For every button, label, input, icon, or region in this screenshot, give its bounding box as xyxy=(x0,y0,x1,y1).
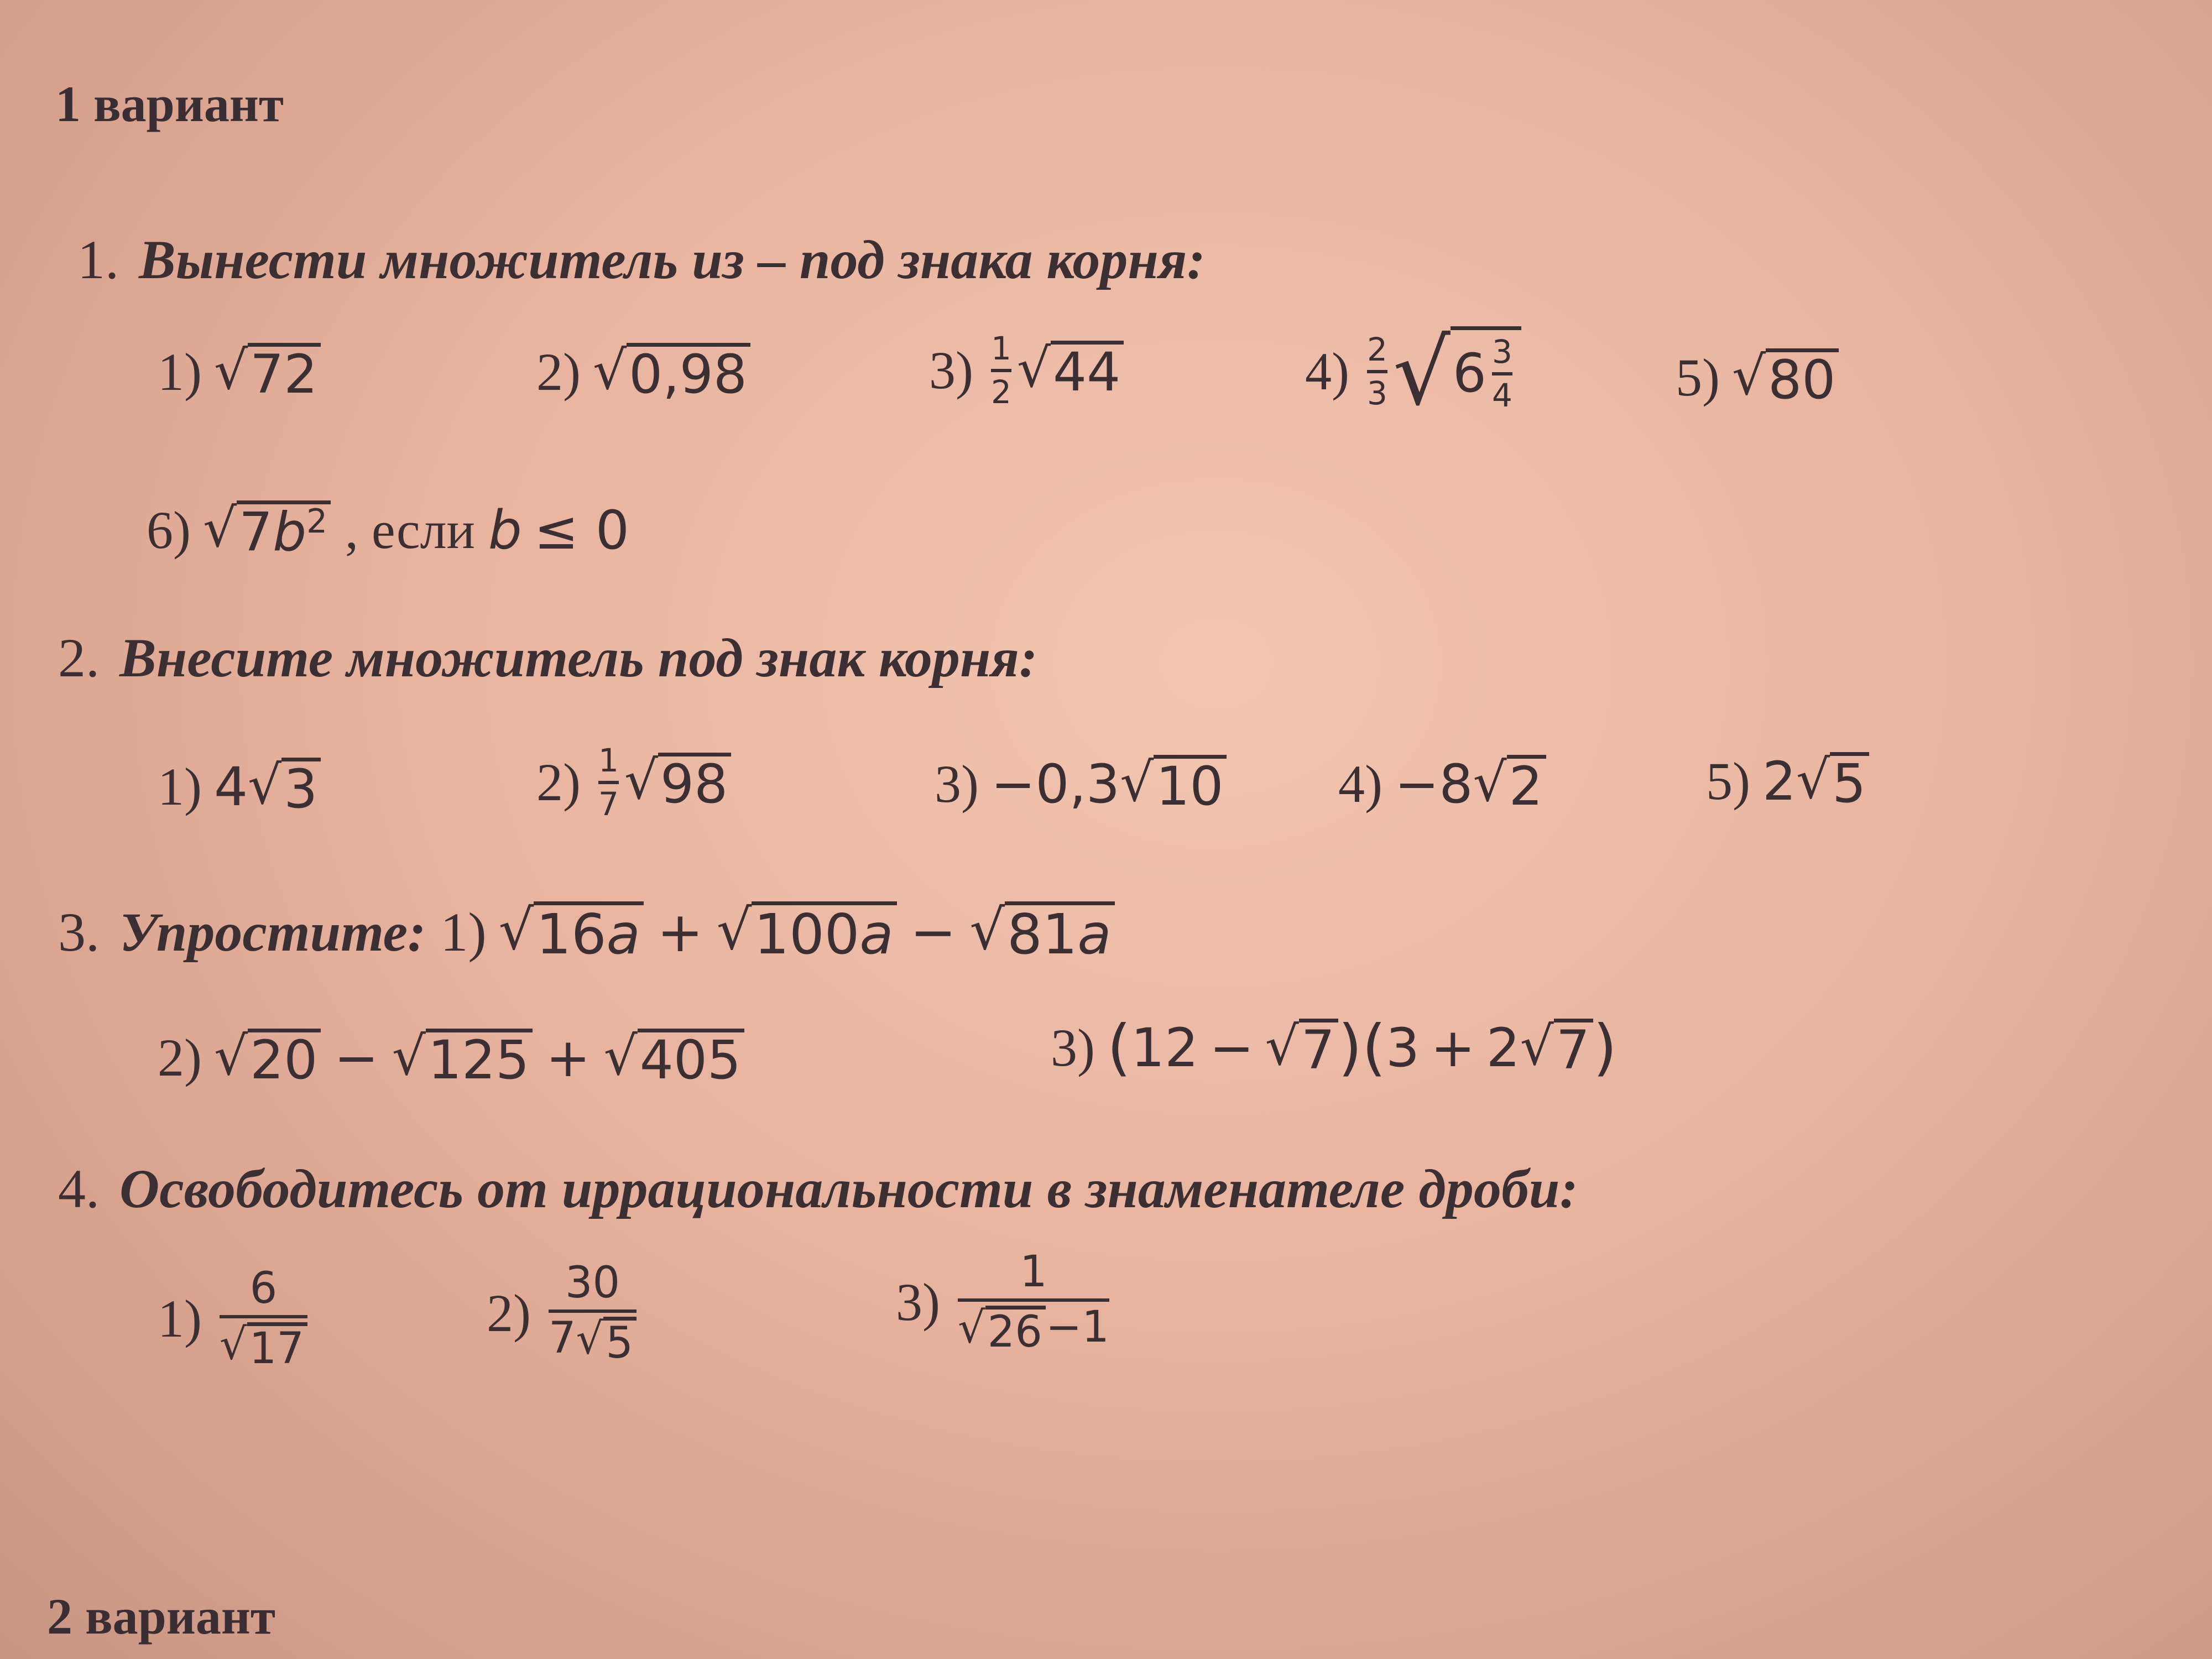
task-1-item-1 xyxy=(158,339,321,405)
task-2-item-3 xyxy=(935,751,1227,817)
denominator: 2 xyxy=(990,373,1011,411)
numerator: 1 xyxy=(1020,1247,1047,1297)
item-index: 2) xyxy=(536,752,581,812)
radicand-variable: b xyxy=(273,501,307,564)
square-root: √ 7 xyxy=(1265,1019,1338,1078)
radicand: 80 xyxy=(1766,348,1839,408)
coefficient: −8 xyxy=(1394,753,1473,816)
radicand: 100 xyxy=(754,902,860,967)
fraction xyxy=(219,1264,307,1374)
operator: − xyxy=(1209,1017,1254,1079)
square-root: √ 5 xyxy=(576,1317,637,1366)
item-index: 4) xyxy=(1338,754,1383,814)
operator: + xyxy=(546,1027,591,1089)
radicand: 125 xyxy=(426,1029,533,1088)
radicand: 81 xyxy=(1007,902,1078,967)
item-index: 3) xyxy=(929,340,973,400)
radicand: 3 xyxy=(281,758,321,817)
radicand: 20 xyxy=(248,1029,321,1088)
task-1-item-3 xyxy=(929,332,1124,409)
square-root: √ 44 xyxy=(1017,341,1124,400)
square-root: √ 17 xyxy=(220,1322,307,1371)
task-4-item-2 xyxy=(487,1258,642,1368)
square-root: √ 98 xyxy=(624,753,731,812)
numerator: 30 xyxy=(565,1258,620,1308)
item-index: 5) xyxy=(1676,348,1720,408)
task-4-item-1 xyxy=(158,1264,313,1374)
operator: + xyxy=(656,899,703,964)
coefficient: 2 xyxy=(1762,750,1797,813)
task-2-heading xyxy=(58,627,1038,688)
task-1-item-5 xyxy=(1676,345,1839,411)
radicand: 5 xyxy=(603,1317,637,1366)
denominator: 7 xyxy=(598,785,619,823)
item-index: 1) xyxy=(158,1288,202,1348)
numerator: 3 xyxy=(1491,333,1512,371)
radicand-coefficient: 7 xyxy=(239,501,273,564)
task-2-item-4 xyxy=(1338,751,1546,817)
radicand: 5 xyxy=(1830,752,1869,811)
task-1-item-6 xyxy=(147,497,629,564)
task-4-number: 4. xyxy=(58,1158,100,1219)
square-root: √ 72 xyxy=(214,343,321,402)
item-index: 2) xyxy=(536,342,581,402)
exponent: 2 xyxy=(306,503,328,541)
condition-variable: b xyxy=(488,499,522,561)
numerator: 1 xyxy=(598,742,619,779)
item-index: 3) xyxy=(935,754,979,814)
task-3-item-2 xyxy=(158,1025,744,1091)
item-index: 3) xyxy=(896,1272,940,1332)
item-index: 5) xyxy=(1706,752,1750,811)
square-root: √ 100a xyxy=(717,901,897,963)
square-root: √ 5 xyxy=(1796,752,1869,811)
task-1-item-4 xyxy=(1305,321,1521,426)
task-1-item-2 xyxy=(536,339,750,405)
task-4-heading xyxy=(58,1158,1578,1219)
denominator-tail: −1 xyxy=(1045,1302,1109,1352)
square-root: √ 80 xyxy=(1732,348,1839,408)
radicand: 44 xyxy=(1051,341,1124,400)
square-root: √ 3 xyxy=(248,758,321,817)
square-root: √ 20 xyxy=(214,1029,321,1088)
task-3-number: 3. xyxy=(58,901,100,963)
radicand: 405 xyxy=(638,1029,744,1088)
square-root: √ 26 xyxy=(958,1306,1046,1355)
coefficient: 7 xyxy=(548,1313,576,1363)
square-root: √ 405 xyxy=(604,1029,744,1088)
task-2-title: Внесите множитель под знак корня: xyxy=(119,627,1038,688)
coefficient-fraction xyxy=(991,332,1011,409)
task-3-item-3: 3) ( 12 − √ 7 ) ( 3 + 2 √ 7 ) xyxy=(1051,1013,1617,1083)
square-root: √ 81a xyxy=(969,901,1114,963)
square-root: √ 2 xyxy=(1473,755,1546,814)
task-2-item-1 xyxy=(158,754,321,820)
radicand: 16 xyxy=(536,902,607,967)
coefficient-fraction xyxy=(598,744,619,821)
numerator: 6 xyxy=(249,1264,278,1313)
square-root: √ 6 3 4 xyxy=(1393,326,1521,416)
task-1-title: Вынести множитель из – под знака корня: xyxy=(139,229,1206,290)
square-root: √ 10 xyxy=(1120,755,1227,814)
radicand: 2 xyxy=(1507,755,1546,814)
radicand: 10 xyxy=(1154,755,1227,814)
square-root: √ 16a xyxy=(499,901,644,963)
condition-relation: ≤ 0 xyxy=(534,499,629,561)
fraction xyxy=(957,1247,1109,1357)
radicand: 7 xyxy=(1554,1019,1593,1078)
fraction xyxy=(548,1258,637,1368)
task-3-line-1 xyxy=(58,898,1115,967)
term: 3 xyxy=(1386,1017,1420,1079)
radicand-variable: a xyxy=(1077,902,1112,967)
item-index: 3) xyxy=(1051,1018,1095,1078)
task-4-item-3 xyxy=(896,1247,1115,1357)
task-2-item-2 xyxy=(536,744,731,821)
task-4-title: Освободитесь от иррациональности в знаменателе дроби: xyxy=(119,1158,1578,1219)
variant-2-title: 2 вариант xyxy=(47,1588,276,1645)
condition-text: , если xyxy=(345,500,475,560)
radicand: 7 xyxy=(1299,1019,1338,1078)
square-root: √ 0,98 xyxy=(593,343,750,402)
variant-1-title: 1 вариант xyxy=(55,76,284,132)
item-index: 4) xyxy=(1305,341,1349,401)
radicand: 0,98 xyxy=(627,343,750,402)
task-2-item-5 xyxy=(1706,748,1869,815)
item-index: 2) xyxy=(487,1283,531,1343)
item-index: 1) xyxy=(440,901,487,963)
coefficient: −0,3 xyxy=(990,753,1120,816)
square-root: √ 7 xyxy=(1520,1019,1593,1078)
radicand: 98 xyxy=(658,753,731,812)
square-root: √ $7b^2$ xyxy=(203,500,331,560)
whole-part: 6 xyxy=(1452,342,1486,405)
radicand-variable: a xyxy=(606,902,640,967)
radicand: 17 xyxy=(247,1322,307,1371)
task-2-number: 2. xyxy=(58,627,100,688)
item-index: 1) xyxy=(158,342,202,402)
task-1-heading xyxy=(77,229,1206,290)
item-index: 2) xyxy=(158,1028,202,1088)
radicand-variable: a xyxy=(859,902,894,967)
task-1-number: 1. xyxy=(77,229,119,290)
operator: + xyxy=(1431,1017,1475,1079)
item-index: 6) xyxy=(147,500,191,560)
radicand: 72 xyxy=(248,343,321,402)
denominator: 3 xyxy=(1366,374,1387,412)
item-index: 1) xyxy=(158,757,202,817)
operator: − xyxy=(334,1027,379,1089)
term: 12 xyxy=(1131,1017,1199,1079)
coefficient: 4 xyxy=(213,756,248,818)
square-root: √ 125 xyxy=(392,1029,533,1088)
radicand: 26 xyxy=(985,1306,1046,1355)
numerator: 2 xyxy=(1366,330,1387,368)
denominator: 4 xyxy=(1491,377,1512,415)
coefficient: 2 xyxy=(1486,1017,1520,1079)
task-3-title: Упростите: xyxy=(119,901,426,963)
numerator: 1 xyxy=(990,330,1011,367)
operator: − xyxy=(910,899,957,964)
coefficient-fraction xyxy=(1366,330,1387,412)
